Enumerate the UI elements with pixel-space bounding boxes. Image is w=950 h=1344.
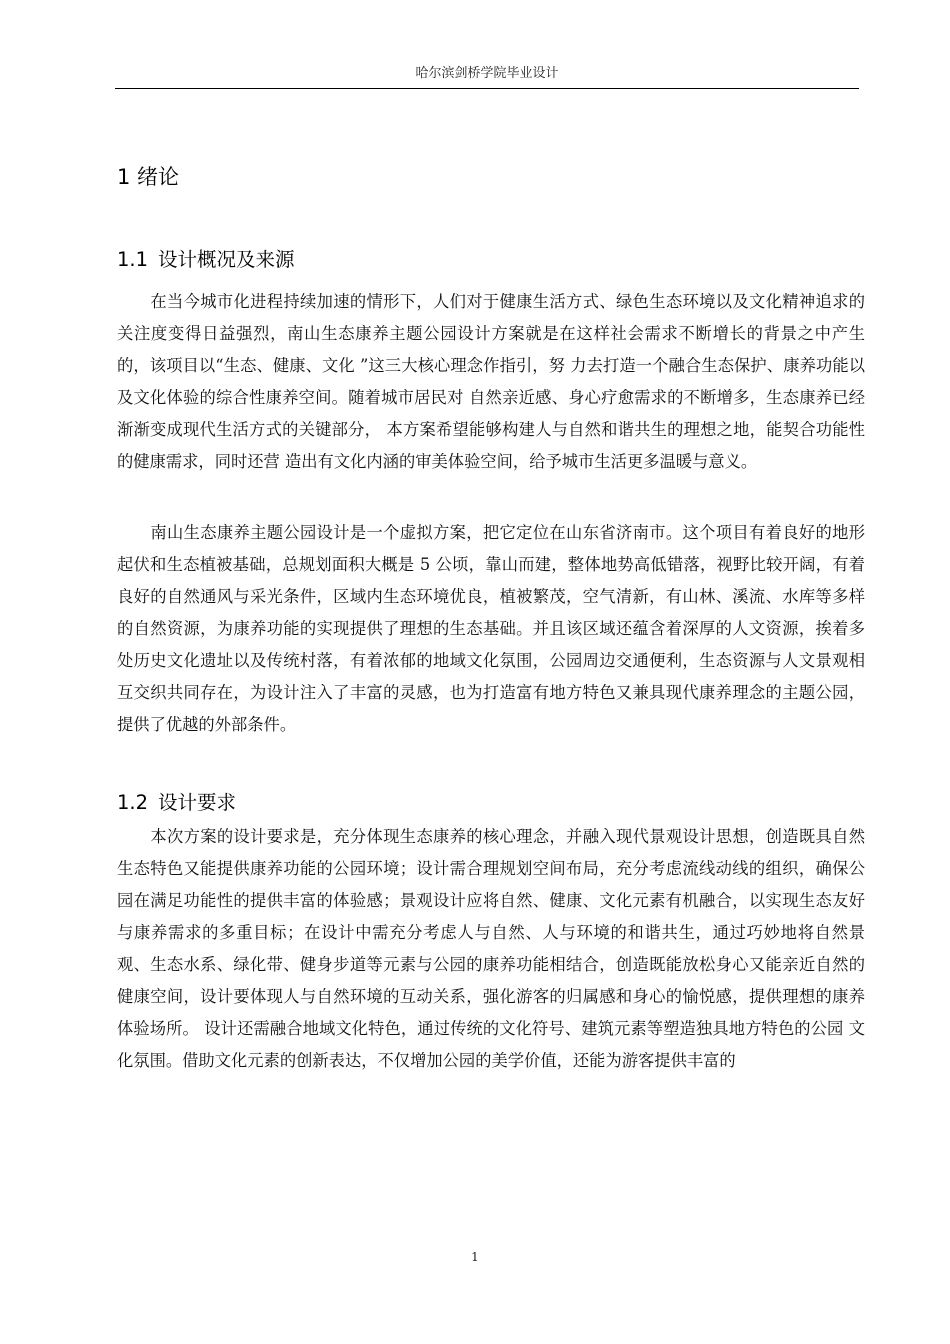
chapter-title: 1 绪论 xyxy=(117,165,180,189)
section-title-text: 设计要求 xyxy=(158,791,237,814)
section-heading-1-1 xyxy=(117,245,295,275)
header-text: 哈尔滨剑桥学院毕业设计 xyxy=(415,66,559,81)
section-heading-1-2 xyxy=(117,788,236,818)
body-paragraph: 南山生态康养主题公园设计是一个虚拟方案，把它定位在山东省济南市。这个项目有着良好的地形起伏和生态植被基础，总规划面积大概是 5 公顷，靠山而建，整体地势高低错落，视野比较开阔，有着良好的自然通风与采光条件，区域内生态环境优良，植被繁茂，空气清新，有山林、溪流、水库等多样的自然资源，为康养功能的实现提供了理想的生态基础。并且该区域还蕴含着深厚的人文资源，挨着多处历史文化遗址以及传统村落，有着浓郁的地域文化氛围，公园周边交通便利，生态资源与人文景观相互交织共同存在，为设计注入了丰富的灵感，也为打造富有地方特色又兼具现代康养理念的主题公园，提供了优越的外部条件。 xyxy=(117,523,865,734)
section-number: 1.2 xyxy=(117,791,149,814)
running-header xyxy=(115,64,859,89)
section-title-text: 设计概况及来源 xyxy=(158,248,295,271)
body-paragraph: 本次方案的设计要求是，充分体现生态康养的核心理念，并融入现代景观设计思想，创造既具自然生态特色又能提供康养功能的公园环境；设计需合理规划空间布局，充分考虑流线动线的组织，确保公园在满足功能性的提供丰富的体验感；景观设计应将自然、健康、文化元素有机融合，以实现生态友好与康养需求的多重目标；在设计中需充分考虑人与自然、人与环境的和谐共生，通过巧妙地将自然景观、生态水系、绿化带、健身步道等元素与公园的康养功能相结合，创造既能放松身心又能亲近自然的健康空间，设计要体现人与自然环境的互动关系，强化游客的归属感和身心的愉悦感，提供理想的康养体验场所。 设计还需融合地域文化特色，通过传统的文化符号、建筑元素等塑造独具地方特色的公园 文化氛围。借助文化元素的创新表达，不仅增加公园的美学价值，还能为游客提供丰富的 xyxy=(117,827,865,1070)
body-paragraph: 在当今城市化进程持续加速的情形下，人们对于健康生活方式、绿色生态环境以及文化精神追求的关注度变得日益强烈，南山生态康养主题公园设计方案就是在这样社会需求不断增长的背景之中产生的，该项目以“生态、健康、文化 ”这三大核心理念作指引，努 力去打造一个融合生态保护、康养功能以及文化体验的综合性康养空间。随着城市居民对 自然亲近感、身心疗愈需求的不断增多，生态康养已经渐渐变成现代生活方式的关键部分， 本方案希望能够构建人与自然和谐共生的理想之地，能契合功能性的健康需求，同时还营 造出有文化内涵的审美体验空间，给予城市生活更多温暖与意义。 xyxy=(117,292,865,471)
section-number: 1.1 xyxy=(117,248,149,271)
page-number: 1 xyxy=(471,1250,479,1264)
